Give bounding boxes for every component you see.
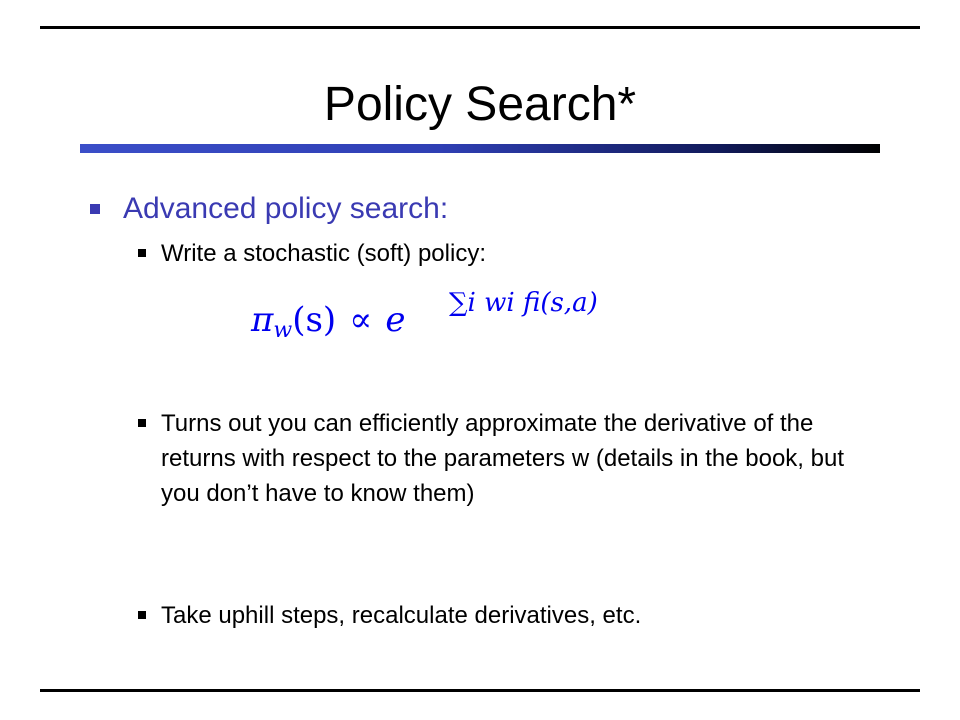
sub-bullet-text: Turns out you can efficiently approximate the derivative of the returns with respect to the parameters w (details in the book, but you don’t have to know them) [161, 410, 845, 507]
formula-argument: (s) [292, 300, 337, 340]
square-bullet-icon [138, 611, 146, 619]
bottom-rule [40, 689, 920, 692]
formula-exponent: ∑i wi fi(s,a) [449, 288, 598, 318]
policy-formula [251, 288, 598, 343]
square-bullet-icon [138, 249, 146, 257]
title-underline-bar [80, 144, 880, 153]
square-bullet-icon [90, 204, 100, 214]
top-rule [40, 26, 920, 29]
bullet-text: Advanced policy search: [123, 192, 449, 225]
square-bullet-icon [138, 419, 146, 427]
sub-bullet-text: Take uphill steps, recalculate derivatives, etc. [161, 602, 642, 629]
formula-exp-base: e [385, 300, 406, 340]
slide-title: Policy Search* [323, 78, 637, 131]
formula-proportional-symbol: ∝ [349, 300, 373, 340]
formula-pi-subscript: w [273, 318, 293, 343]
formula-pi: π [251, 300, 274, 340]
sub-bullet-text: Write a stochastic (soft) policy: [161, 240, 486, 267]
